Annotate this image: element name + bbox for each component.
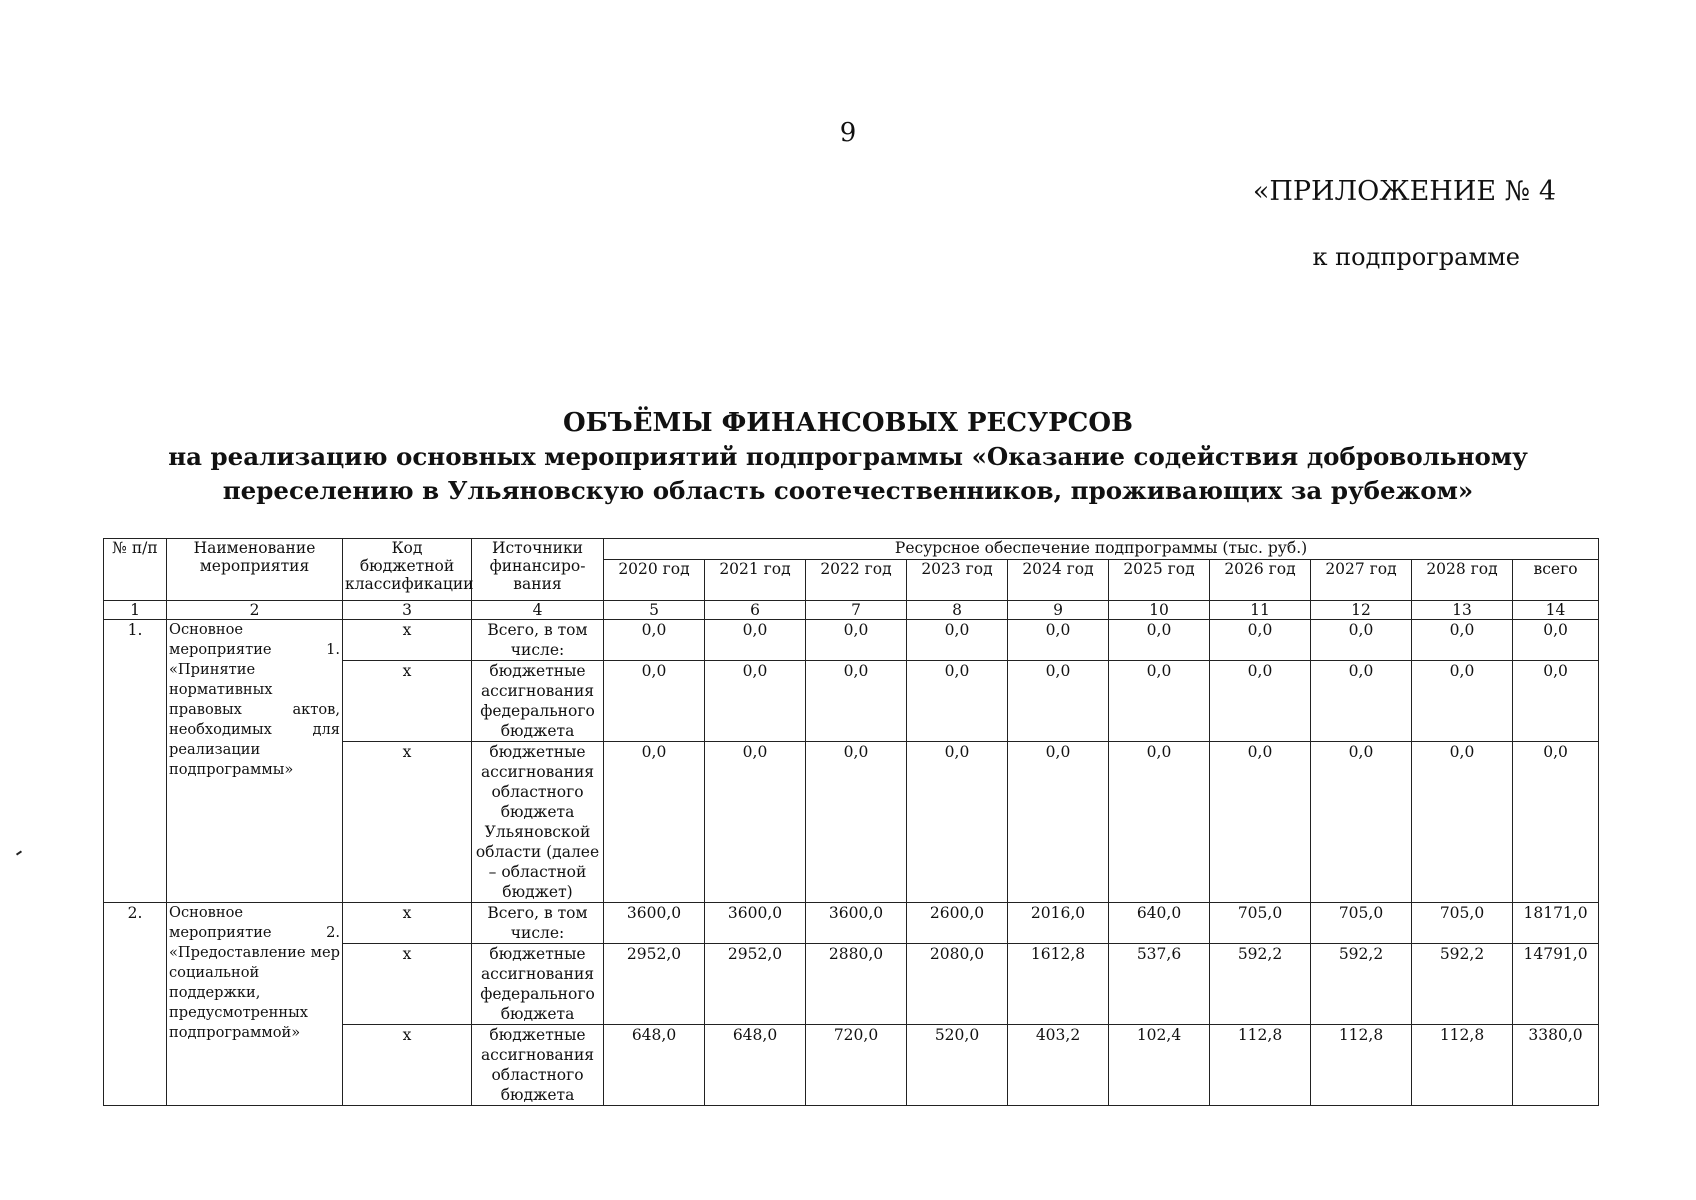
budget-code: х bbox=[343, 661, 472, 742]
total-value: 0,0 bbox=[1513, 661, 1599, 742]
year-value: 0,0 bbox=[1412, 661, 1513, 742]
year-value: 537,6 bbox=[1109, 944, 1210, 1025]
column-number: 6 bbox=[705, 601, 806, 620]
year-value: 705,0 bbox=[1311, 903, 1412, 944]
header-year: 2025 год bbox=[1109, 560, 1210, 601]
year-value: 3600,0 bbox=[806, 903, 907, 944]
total-value: 18171,0 bbox=[1513, 903, 1599, 944]
year-value: 520,0 bbox=[907, 1025, 1008, 1106]
header-year: 2028 год bbox=[1412, 560, 1513, 601]
header-name: Наименование мероприятия bbox=[167, 539, 343, 601]
year-value: 0,0 bbox=[1008, 742, 1109, 903]
year-value: 592,2 bbox=[1412, 944, 1513, 1025]
header-num: № п/п bbox=[104, 539, 167, 601]
header-year: 2027 год bbox=[1311, 560, 1412, 601]
year-value: 0,0 bbox=[1109, 742, 1210, 903]
column-number: 9 bbox=[1008, 601, 1109, 620]
header-year: 2023 год bbox=[907, 560, 1008, 601]
year-value: 0,0 bbox=[1109, 661, 1210, 742]
year-value: 0,0 bbox=[806, 620, 907, 661]
table-row bbox=[104, 620, 1599, 661]
column-number: 13 bbox=[1412, 601, 1513, 620]
year-value: 0,0 bbox=[1412, 620, 1513, 661]
document-heading bbox=[0, 406, 1696, 508]
header-code: Код бюджетной классификации bbox=[343, 539, 472, 601]
year-value: 2880,0 bbox=[806, 944, 907, 1025]
year-value: 0,0 bbox=[907, 742, 1008, 903]
year-value: 0,0 bbox=[1210, 742, 1311, 903]
year-value: 0,0 bbox=[1210, 620, 1311, 661]
funding-source: бюджетные ассигнования областного бюджета bbox=[472, 1025, 604, 1106]
year-value: 2600,0 bbox=[907, 903, 1008, 944]
row-number: 2. bbox=[104, 903, 167, 1106]
year-value: 3600,0 bbox=[604, 903, 705, 944]
appendix-title: «ПРИЛОЖЕНИЕ № 4 bbox=[1252, 176, 1556, 207]
total-value: 3380,0 bbox=[1513, 1025, 1599, 1106]
column-number: 4 bbox=[472, 601, 604, 620]
column-number: 12 bbox=[1311, 601, 1412, 620]
year-value: 0,0 bbox=[1109, 620, 1210, 661]
year-value: 2952,0 bbox=[604, 944, 705, 1025]
year-value: 403,2 bbox=[1008, 1025, 1109, 1106]
budget-code: х bbox=[343, 903, 472, 944]
budget-code: х bbox=[343, 742, 472, 903]
header-year: 2021 год bbox=[705, 560, 806, 601]
year-value: 2952,0 bbox=[705, 944, 806, 1025]
header-year: 2026 год bbox=[1210, 560, 1311, 601]
page-number: 9 bbox=[839, 118, 857, 148]
funding-source: бюджетные ассигнования федерального бюджета bbox=[472, 661, 604, 742]
year-value: 0,0 bbox=[1311, 742, 1412, 903]
year-value: 592,2 bbox=[1311, 944, 1412, 1025]
year-value: 2016,0 bbox=[1008, 903, 1109, 944]
total-value: 0,0 bbox=[1513, 620, 1599, 661]
funding-source: Всего, в том числе: bbox=[472, 903, 604, 944]
year-value: 3600,0 bbox=[705, 903, 806, 944]
scan-artifact bbox=[16, 850, 22, 855]
year-value: 0,0 bbox=[705, 742, 806, 903]
year-value: 112,8 bbox=[1311, 1025, 1412, 1106]
header-source: Источники финансиро-вания bbox=[472, 539, 604, 601]
column-number: 5 bbox=[604, 601, 705, 620]
year-value: 0,0 bbox=[806, 742, 907, 903]
budget-code: х bbox=[343, 944, 472, 1025]
heading-line-1: ОБЪЁМЫ ФИНАНСОВЫХ РЕСУРСОВ bbox=[563, 408, 1133, 438]
column-number: 2 bbox=[167, 601, 343, 620]
year-value: 2080,0 bbox=[907, 944, 1008, 1025]
year-value: 0,0 bbox=[806, 661, 907, 742]
year-value: 0,0 bbox=[604, 661, 705, 742]
header-year: 2024 год bbox=[1008, 560, 1109, 601]
heading-line-3: переселению в Ульяновскую область соотечественников, проживающих за рубежом» bbox=[222, 476, 1474, 505]
header-year: 2022 год bbox=[806, 560, 907, 601]
year-value: 0,0 bbox=[1311, 661, 1412, 742]
measure-name: Основное мероприятие 1. «Принятие нормативных правовых актов, необходимых для реализации подпрограммы» bbox=[167, 620, 343, 903]
total-value: 14791,0 bbox=[1513, 944, 1599, 1025]
year-value: 0,0 bbox=[907, 661, 1008, 742]
year-value: 705,0 bbox=[1210, 903, 1311, 944]
year-value: 640,0 bbox=[1109, 903, 1210, 944]
header-total: всего bbox=[1513, 560, 1599, 601]
column-number: 8 bbox=[907, 601, 1008, 620]
year-value: 112,8 bbox=[1210, 1025, 1311, 1106]
year-value: 0,0 bbox=[1008, 620, 1109, 661]
year-value: 0,0 bbox=[705, 661, 806, 742]
year-value: 0,0 bbox=[1210, 661, 1311, 742]
appendix-subtitle: к подпрограмме bbox=[1312, 243, 1520, 271]
year-value: 0,0 bbox=[1008, 661, 1109, 742]
year-value: 648,0 bbox=[705, 1025, 806, 1106]
column-number: 3 bbox=[343, 601, 472, 620]
budget-table bbox=[103, 538, 1599, 1106]
year-value: 705,0 bbox=[1412, 903, 1513, 944]
header-resource: Ресурсное обеспечение подпрограммы (тыс. руб.) bbox=[604, 539, 1599, 560]
column-number: 14 bbox=[1513, 601, 1599, 620]
year-value: 0,0 bbox=[907, 620, 1008, 661]
year-value: 0,0 bbox=[705, 620, 806, 661]
budget-code: х bbox=[343, 620, 472, 661]
year-value: 720,0 bbox=[806, 1025, 907, 1106]
year-value: 1612,8 bbox=[1008, 944, 1109, 1025]
year-value: 0,0 bbox=[604, 742, 705, 903]
total-value: 0,0 bbox=[1513, 742, 1599, 903]
row-number: 1. bbox=[104, 620, 167, 903]
header-year: 2020 год bbox=[604, 560, 705, 601]
year-value: 0,0 bbox=[604, 620, 705, 661]
table-row bbox=[104, 903, 1599, 944]
funding-source: бюджетные ассигнования федерального бюджета bbox=[472, 944, 604, 1025]
budget-code: х bbox=[343, 1025, 472, 1106]
column-number: 7 bbox=[806, 601, 907, 620]
column-number: 1 bbox=[104, 601, 167, 620]
funding-source: Всего, в том числе: bbox=[472, 620, 604, 661]
funding-source: бюджетные ассигнования областного бюджета Ульяновской области (далее – областной бюджет) bbox=[472, 742, 604, 903]
column-number: 11 bbox=[1210, 601, 1311, 620]
column-number-row bbox=[104, 601, 1599, 620]
year-value: 0,0 bbox=[1311, 620, 1412, 661]
year-value: 0,0 bbox=[1412, 742, 1513, 903]
measure-name: Основное мероприятие 2. «Предоставление мер социальной поддержки, предусмотренных подпрограммой» bbox=[167, 903, 343, 1106]
column-number: 10 bbox=[1109, 601, 1210, 620]
year-value: 112,8 bbox=[1412, 1025, 1513, 1106]
year-value: 648,0 bbox=[604, 1025, 705, 1106]
year-value: 102,4 bbox=[1109, 1025, 1210, 1106]
year-value: 592,2 bbox=[1210, 944, 1311, 1025]
heading-line-2: на реализацию основных мероприятий подпрограммы «Оказание содействия добровольному bbox=[168, 442, 1528, 471]
